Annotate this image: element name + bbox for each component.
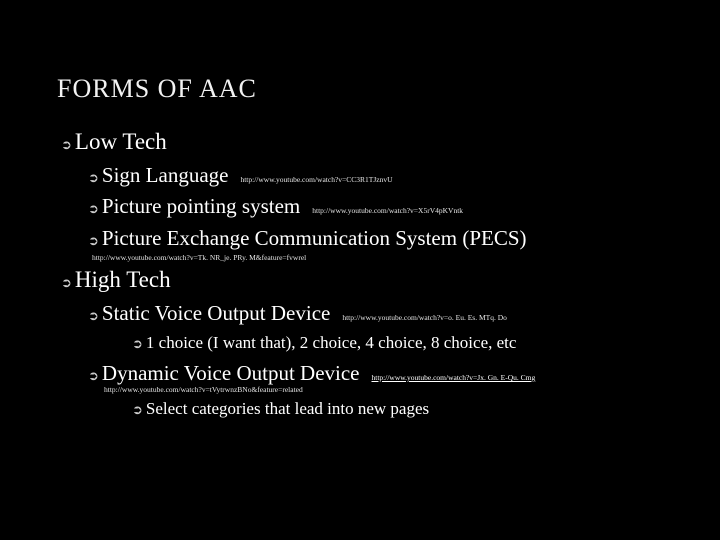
arrow-bullet-icon: ➲ [88, 234, 99, 249]
arrow-bullet-icon: ➲ [132, 337, 143, 352]
bullet-categories [132, 399, 429, 419]
low-tech-label: Low Tech [74, 129, 167, 154]
bullet-static-voice [88, 301, 507, 326]
choices-text: 1 choice (I want that), 2 choice, 4 choice, 8 choice, etc [145, 333, 517, 352]
static-voice-link[interactable]: http://www.youtube.com/watch?v=o. Eu. Es. MTq. Do [342, 313, 507, 322]
pecs-label: Picture Exchange Communication System (PECS) [101, 226, 527, 250]
pecs-link[interactable]: http://www.youtube.com/watch?v=Tk. NR_je. PRy. M&feature=fvwrel [92, 253, 307, 262]
arrow-bullet-icon: ➲ [61, 138, 72, 153]
arrow-bullet-icon: ➲ [88, 309, 99, 324]
dynamic-voice-link[interactable]: http://www.youtube.com/watch?v=Jx. Gn. E-Qu. Cmg [371, 373, 536, 382]
arrow-bullet-icon: ➲ [88, 369, 99, 384]
bullet-pecs [88, 226, 527, 251]
dynamic-voice-link-2[interactable]: http://www.youtube.com/watch?v=tVytrwnzBNo&feature=related [104, 385, 303, 394]
bullet-high-tech [61, 267, 171, 293]
arrow-bullet-icon: ➲ [132, 403, 143, 418]
dynamic-voice-label: Dynamic Voice Output Device [101, 361, 360, 385]
bullet-sign-language [88, 163, 393, 188]
bullet-dynamic-voice [88, 361, 535, 386]
bullet-choices [132, 333, 516, 353]
arrow-bullet-icon: ➲ [88, 202, 99, 217]
high-tech-label: High Tech [74, 267, 171, 292]
sign-language-label: Sign Language [101, 163, 229, 187]
picture-pointing-link[interactable]: http://www.youtube.com/watch?v=X5rV4pKVntk [312, 206, 464, 215]
picture-pointing-label: Picture pointing system [101, 194, 301, 218]
bullet-picture-pointing [88, 194, 463, 219]
slide-title: FORMS OF AAC [57, 74, 257, 103]
static-voice-label: Static Voice Output Device [101, 301, 331, 325]
arrow-bullet-icon: ➲ [88, 171, 99, 186]
categories-text: Select categories that lead into new pages [145, 399, 430, 418]
arrow-bullet-icon: ➲ [61, 276, 72, 291]
bullet-low-tech [61, 129, 167, 155]
sign-language-link[interactable]: http://www.youtube.com/watch?v=CC3R1TJznvU [240, 175, 393, 184]
